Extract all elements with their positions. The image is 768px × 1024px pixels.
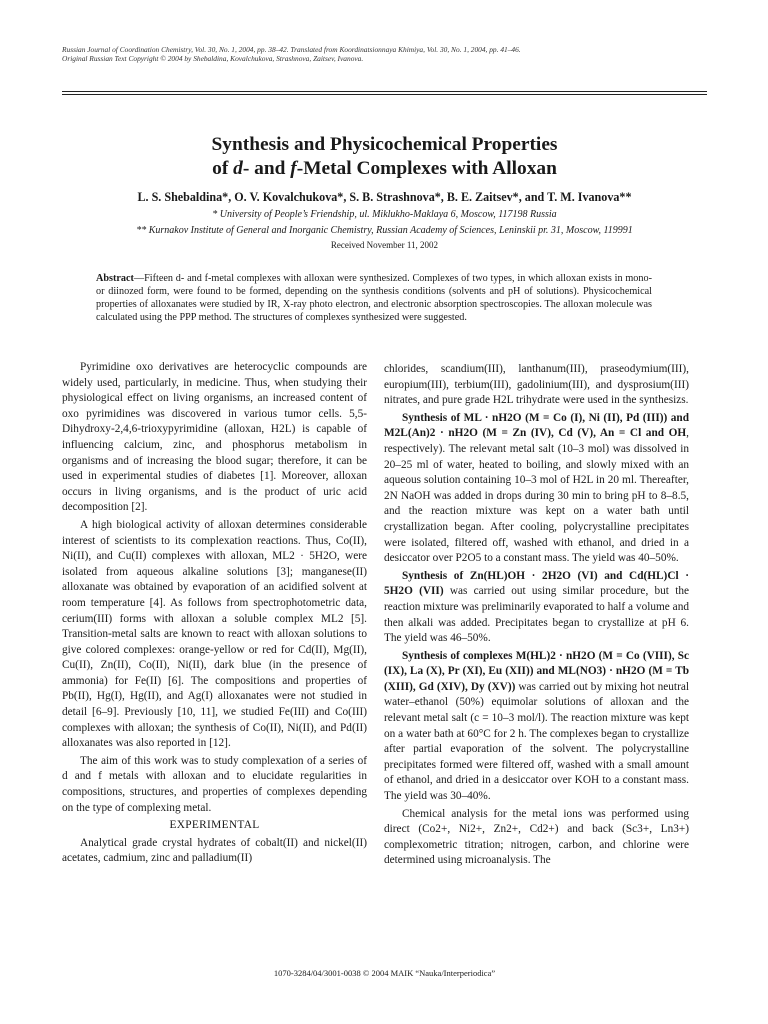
copyright-footer: 1070-3284/04/3001-0038 © 2004 MAIK “Nauka/Interperiodica” (273, 968, 496, 978)
right-column (384, 362, 689, 871)
affiliation-1: * University of People’s Friendship, ul. Miklukho-Maklaya 6, Moscow, 117198 Russia (212, 209, 557, 220)
right-paragraph-1: chlorides, scandium(III), lanthanum(III), praseodymium(III), europium(III), terbium(III), gadolinium(III), and dysprosium(III) nitrates, and pure grade H2L trihydrate were used in the synthesizs. (384, 363, 689, 407)
header-rule-thin (62, 94, 707, 95)
left-paragraph-4: Analytical grade crystal hydrates of cobalt(II) and nickel(II) acetates, cadmium, zinc and palladium(II) (62, 836, 367, 865)
synthesis-heading-1: Synthesis of ML · nH2O (M = Co (I), Ni (II), Pd (III)) and M2L(An)2 · nH2O (M = Zn (IV), Cd (V), An = Cl and OH (384, 411, 689, 440)
affiliation-2: ** Kurnakov Institute of General and Inorganic Chemistry, Russian Academy of Sciences, Leninskii pr. 31, Moscow, 119991 (136, 225, 633, 236)
synthesis-heading-2: Synthesis of Zn(HL)OH · 2H2O (VI) and Cd(HL)Cl · 5H2O (VII) (384, 569, 689, 598)
left-paragraph-2: A high biological activity of alloxan determines considerable interest of scientists to its complexation reactions. Thus, Co(II), Ni(II), and Cu(II) complexes with alloxan, ML2 · 5H2O, were isolated from aqueous alkaline solutions [3]; manganese(II) alloxanate was obtained by evaporation of an acidified solvent at room temperature [4]. As follows from spectrophotometric data, cerium(III) forms with alloxan a soluble complex ML2 [5]. Transition-metal salts are known to react with alloxan solutions to give colored complexes: orange-yellow or red for Cd(II), Mg(II), Cu(II), Zn(II), Co(II), Ni(II), dark blue (in the presence of ammonia) for Fe(II) [6]. The compositions and properties of Pb(II), Hg(I), Hg(II), and Ag(I) alloxanates were not studied in detail [6–9]. Previously [10, 11], we studied Fe(III) and Co(III) complexes with alloxan; the synthesis of Co(II), Ni(II), and Pd(II) alloxanates was also reported in [12]. (62, 518, 367, 750)
title-line-1: Synthesis and Physicochemical Properties (211, 134, 558, 155)
abstract-label: Abstract (96, 273, 134, 284)
right-paragraph-2: Synthesis of ML · nH2O (M = Co (I), Ni (II), Pd (III)) and M2L(An)2 · nH2O (M = Zn (IV), Cd (V), An = Cl and OH, respectively). The relevant metal salt (10–3 mol) was dissolved in 20–25 ml of water, heated to boiling, and slowly mixed with an aqueous solution containing 10–3 mol of H2L in 20 ml. Thereafter, 2N NaOH was added in drops during 30 min to bring pH to 8–8.5, and the reaction mixture was kept on a water bath until crystallization began. After cooling, polycrystalline precipitates were isolated, filtered off, washed with ethanol, and dried in a desiccator over P2O5 to a constant mass. The yield was 40–50%. (384, 411, 689, 565)
author-list: L. S. Shebaldina*, O. V. Kovalchukova*, S. B. Strashnova*, B. E. Zaitsev*, and T. M. Ivanova** (137, 190, 632, 204)
header-rule-thick (62, 91, 707, 92)
abstract-text: —Fifteen d- and f-metal complexes with alloxan were synthesized. Complexes of two types, in which alloxan exists in mono- or diinozed form, were found to be formed, depending on the synthesis conditions (solvents and pH of solutions). Physicochemical properties of alloxanates were studied by IR, X-ray photo electron, and electronic absorption spectroscopies. The alloxan molecule was calculated using the PPP method. The structures of complexes synthesized were suggested. (96, 273, 652, 323)
section-heading-experimental: EXPERIMENTAL (169, 819, 260, 832)
synthesis-heading-3: Synthesis of complexes M(HL)2 · nH2O (M = Co (VIII), Sc (IX), La (X), Pr (XI), Eu (XII)) and ML(NO3) · nH2O (M = Tb (XIII), Gd (XIV), Dy (XV)) (384, 649, 689, 693)
right-paragraph-5: Chemical analysis for the metal ions was performed using direct (Co2+, Ni2+, Zn2+, Cd2+) and back (Sc3+, Ln3+) complexometric titration; nitrogen, carbon, and chlorine were determined using microanalysis. The (384, 807, 689, 867)
left-paragraph-3: The aim of this work was to study complexation of a series of d and f metals with alloxan and to elucidate regularities in compositions, structures, and properties of complexes depending on the type of complexing metal. (62, 754, 367, 814)
left-paragraph-1: Pyrimidine oxo derivatives are heterocyclic compounds are widely used, particularly, in medicine. Thus, when studying their physiological effect on living organisms, an increased content of oxo pyrimidines was discovered in various tumor cells. 5,5-Dihydroxy-2,4,6-trioxypyrimidine (alloxan, H2L) is capable of influencing calcium, zinc, and phosphorus metabolism in organisms and of increasing the blood sugar; therefore, it can be used in experimental studies of diabetes [1]. Moreover, alloxan occurs in living organisms, and is the product of uric acid decomposition [2]. (62, 361, 367, 514)
journal-header (62, 45, 712, 63)
title-line-2: of d- and f-Metal Complexes with Alloxan (212, 158, 557, 179)
left-column (62, 360, 367, 869)
journal-header-line-2: Original Russian Text Copyright © 2004 by Shebaldina, Kovalchukova, Strashnova, Zaitsev, Ivanova. (62, 54, 364, 64)
received-date: Received November 11, 2002 (330, 240, 439, 250)
abstract (96, 272, 652, 324)
right-paragraph-4: Synthesis of complexes M(HL)2 · nH2O (M = Co (VIII), Sc (IX), La (X), Pr (XI), Eu (XII)) and ML(NO3) · nH2O (M = Tb (XIII), Gd (XIV), Dy (XV)) was carried out by mixing hot neutral water–ethanol (50%) equimolar solutions of alloxan and the relevant metal salt (c = 10–3 mol/l). The reaction mixture was kept on a water bath at 60°C for 2 h. The complexes began to crystallize after partial evaporation of the solvent. The polycrystalline precipitates formed were filtered off, washed with a small amount of ethanol, and dried in a desiccator over KOH to a constant mass. The yield was 30–40%. (384, 649, 689, 803)
right-paragraph-3: Synthesis of Zn(HL)OH · 2H2O (VI) and Cd(HL)Cl · 5H2O (VII) was carried out using similar procedure, but the reaction mixture was preliminarily evaporated to half a volume and then alkali was added. Precipitates began to crystallize at pH 6. The yield was 46–50%. (384, 569, 689, 645)
journal-header-line-1: Russian Journal of Coordination Chemistry, Vol. 30, No. 1, 2004, pp. 38–42. Translated from Koordinatsionnaya Khimiya, Vol. 30, No. 1, 2004, pp. 41–46. (62, 45, 521, 54)
article-title (62, 133, 707, 181)
